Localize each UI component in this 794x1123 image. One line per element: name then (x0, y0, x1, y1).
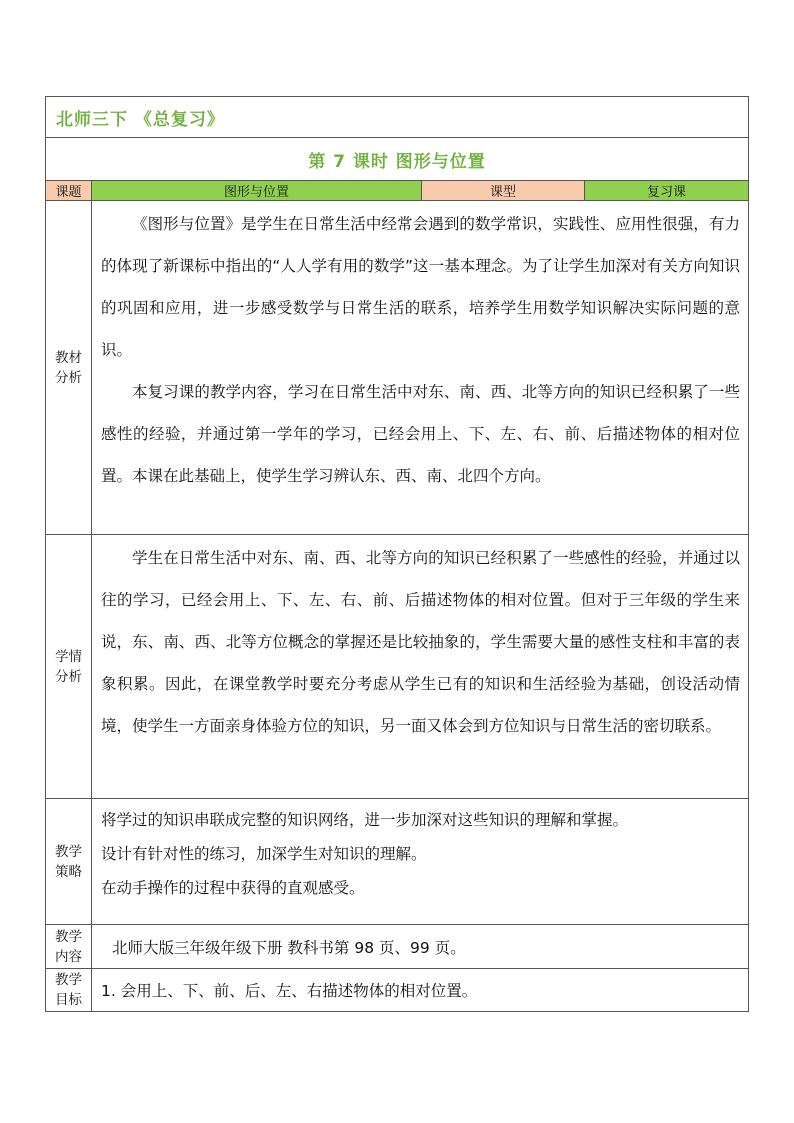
header-series-row (46, 97, 748, 138)
textbook-analysis-label: 教材分析 (46, 201, 92, 534)
teaching-content-row (46, 925, 748, 969)
series-title: 北师三下 《总复习》 (56, 109, 225, 130)
type-label: 课型 (422, 181, 585, 200)
teaching-content-text: 北师大版三年级年级下册 教科书第 98 页、99 页。 (112, 938, 466, 957)
topic-value: 图形与位置 (92, 181, 422, 200)
lesson-title: 第 7 课时 图形与位置 (308, 151, 486, 172)
textbook-analysis-paragraph-2: 本复习课的教学内容，学习在日常生活中对东、南、西、北等方向的知识已经积累了一些感性的经验，并通过第一学年的学习，已经会用上、下、左、右、前、后描述物体的相对位置。本课在此基础上，使学生学习辨认东、西、南、北四个方向。 (101, 383, 740, 485)
teaching-content-label: 教学内容 (46, 925, 92, 968)
textbook-analysis-content (92, 201, 748, 534)
info-row (46, 181, 748, 201)
student-analysis-label: 学情分析 (46, 535, 92, 798)
teaching-strategy-row (46, 799, 748, 925)
teaching-strategy-label: 教学策略 (46, 799, 92, 924)
student-analysis-row (46, 535, 748, 799)
textbook-analysis-paragraph-1: 《图形与位置》是学生在日常生活中经常会遇到的数学常识，实践性、应用性很强，有力的体现了新课标中指出的“人人学有用的数学”这一基本理念。为了让学生加深对有关方向知识的巩固和应用，进一步感受数学与日常生活的联系，培养学生用数学知识解决实际问题的意识。 (101, 215, 740, 359)
teaching-strategy-line-3: 在动手操作的过程中获得的直观感受。 (101, 879, 365, 897)
teaching-goal-text: 1. 会用上、下、前、后、左、右描述物体的相对位置。 (101, 982, 478, 1000)
textbook-analysis-row (46, 201, 748, 535)
teaching-goal-label: 教学目标 (46, 969, 92, 1011)
teaching-strategy-line-1: 将学过的知识串联成完整的知识网络，进一步加深对这些知识的理解和掌握。 (101, 811, 629, 829)
student-analysis-content (92, 535, 748, 798)
teaching-goal-row (46, 969, 748, 1011)
type-value: 复习课 (585, 181, 748, 200)
teaching-strategy-content (92, 799, 748, 924)
teaching-strategy-line-2: 设计有针对性的练习，加深学生对知识的理解。 (101, 845, 427, 863)
lesson-plan-table (45, 96, 749, 1012)
header-lesson-row (46, 138, 748, 181)
student-analysis-paragraph-1: 学生在日常生活中对东、南、西、北等方向的知识已经积累了一些感性的经验，并通过以往的学习，已经会用上、下、左、右、前、后描述物体的相对位置。但对于三年级的学生来说，东、南、西、北等方位概念的掌握还是比较抽象的，学生需要大量的感性支柱和丰富的表象积累。因此，在课堂教学时要充分考虑从学生已有的知识和生活经验为基础，创设活动情境，使学生一方面亲身体验方位的知识，另一面又体会到方位知识与日常生活的密切联系。 (101, 549, 740, 735)
topic-label: 课题 (46, 181, 92, 200)
